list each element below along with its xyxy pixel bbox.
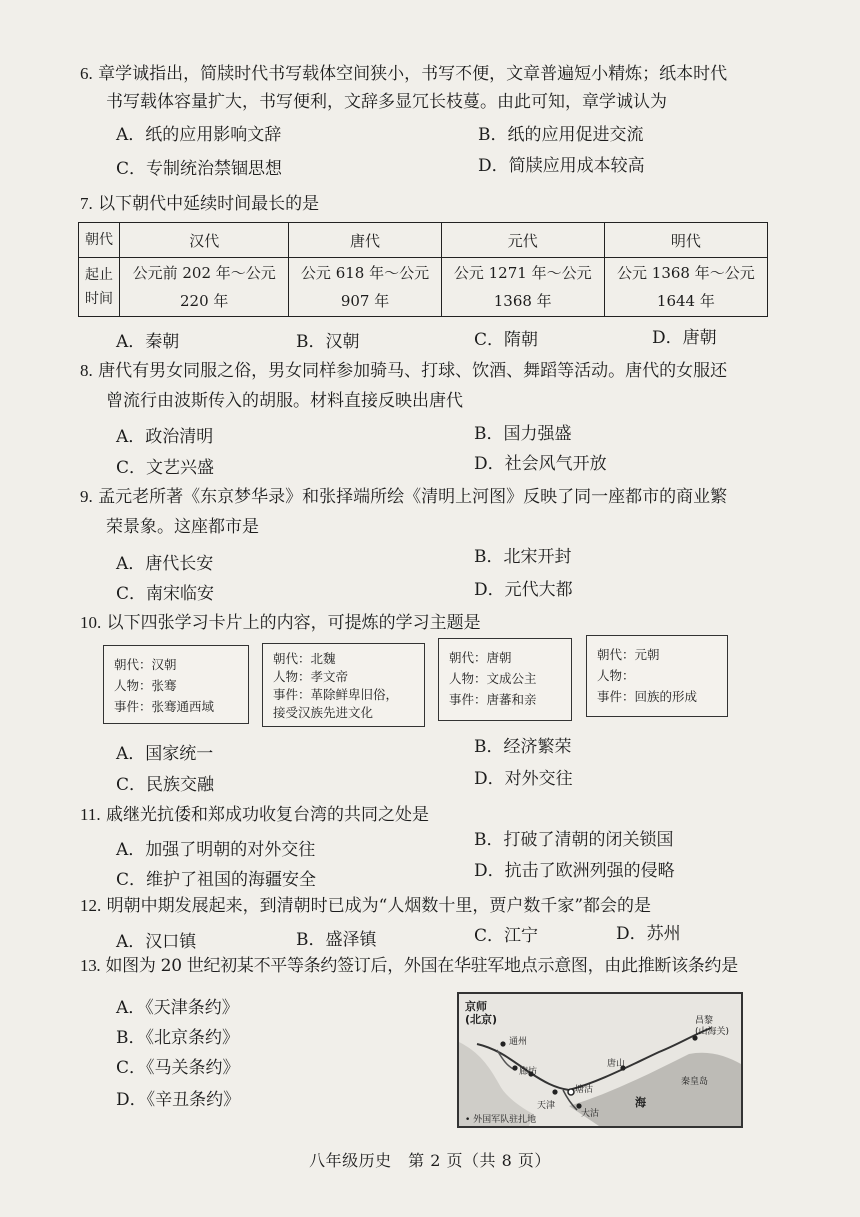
option-c[interactable]: C．民族交融 (116, 775, 215, 795)
option-b[interactable]: B．汉朝 (296, 332, 360, 352)
question-9-line2: 荣景象。这座都市是 (106, 517, 259, 537)
page-footer: 八年级历史 第 2 页（共 8 页） (309, 1151, 551, 1170)
map-label: 塘沽 (575, 1085, 594, 1095)
question-text: 以下四张学习卡片上的内容，可提炼的学习主题是 (106, 613, 481, 633)
map-label: 天津 (537, 1101, 556, 1111)
option-b[interactable]: B．纸的应用促进交流 (478, 125, 644, 145)
option-d[interactable]: D．元代大都 (474, 580, 573, 600)
option-d[interactable]: D．对外交往 (474, 769, 573, 789)
question-number: 11. (80, 805, 101, 824)
option-c[interactable]: C．维护了祖国的海疆安全 (116, 870, 317, 890)
map-label: 唐山 (607, 1059, 626, 1069)
table-cell: 公元 1271 年～公元 1368 年 (441, 258, 604, 317)
map-label: 海 (635, 1096, 646, 1109)
option-a[interactable]: A．汉口镇 (116, 932, 197, 952)
question-text: 以下朝代中延续时间最长的是 (98, 194, 320, 214)
option-a[interactable]: A．《天津条约》 (116, 998, 239, 1018)
option-c[interactable]: C．专制统治禁锢思想 (116, 159, 283, 179)
option-a[interactable]: A．纸的应用影响文辞 (116, 125, 282, 145)
question-text: 明朝中期发展起来，到清朝时已成为“人烟数十里，贾户数千家”都会的是 (106, 896, 652, 916)
question-text: 章学诚指出，简牍时代书写载体空间狭小，书写不便，文章普遍短小精炼；纸本时代 (98, 64, 728, 84)
map-label-capital: 京师 (北京) (465, 1000, 498, 1026)
garrison-marker (512, 1065, 517, 1070)
question-number: 9. (80, 487, 93, 506)
question-7 (80, 190, 319, 218)
question-text: 孟元老所著《东京梦华录》和张择端所绘《清明上河图》反映了同一座都市的商业繁 (98, 487, 728, 507)
garrison-marker (568, 1089, 574, 1095)
question-6-line2: 书写载体容量扩大，书写便利，文辞多显冗长枝蔓。由此可知，章学诚认为 (106, 92, 667, 112)
option-b[interactable]: B．打破了清朝的闭关锁国 (474, 830, 674, 850)
question-8-line2: 曾流行由波斯传入的胡服。材料直接反映出唐代 (106, 391, 463, 411)
question-10 (80, 609, 481, 637)
option-c[interactable]: C．《马关条约》 (116, 1058, 240, 1078)
question-text: 戚继光抗倭和郑成功收复台湾的共同之处是 (106, 805, 430, 825)
study-card: 朝代：元朝 人物： 事件：回族的形成 (586, 635, 728, 717)
option-b[interactable]: B．盛泽镇 (296, 930, 377, 950)
table-cell: 公元前 202 年～公元 220 年 (120, 258, 289, 317)
option-b[interactable]: B．国力强盛 (474, 424, 572, 444)
option-d[interactable]: D．简牍应用成本较高 (478, 156, 645, 176)
troop-map-graphic (459, 994, 741, 1126)
study-card: 朝代：唐朝 人物：文成公主 事件：唐蕃和亲 (438, 638, 572, 721)
table-cell: 唐代 (289, 223, 441, 258)
option-d[interactable]: D．唐朝 (652, 328, 717, 348)
option-c[interactable]: C．南宋临安 (116, 584, 215, 604)
option-d[interactable]: D．社会风气开放 (474, 454, 607, 474)
table-cell: 元代 (441, 223, 604, 258)
question-12 (80, 892, 651, 920)
question-number: 7. (80, 194, 93, 213)
map-legend: • 外国军队驻扎地 (465, 1115, 537, 1125)
table-cell: 公元 1368 年～公元 1644 年 (604, 258, 767, 317)
question-number: 13. (80, 956, 101, 975)
question-13 (80, 952, 738, 980)
table-header-dynasty: 朝代 (79, 223, 120, 258)
map-label: 大沽 (581, 1109, 600, 1119)
option-a[interactable]: A．政治清明 (116, 427, 214, 447)
garrison-marker (500, 1041, 505, 1046)
question-11 (80, 801, 429, 829)
study-card: 朝代：北魏 人物：孝文帝 事件：革除鲜卑旧俗， 接受汉族先进文化 (262, 643, 425, 727)
table-header-period: 起止 时间 (79, 258, 120, 317)
garrison-marker (552, 1089, 557, 1094)
dynasty-table (78, 222, 768, 317)
option-c[interactable]: C．江宁 (474, 926, 539, 946)
table-cell: 公元 618 年～公元 907 年 (289, 258, 441, 317)
study-card: 朝代：汉朝 人物：张骞 事件：张骞通西域 (103, 645, 249, 724)
map-label-shanhaiguan: 昌黎 (山海关) (695, 1016, 730, 1037)
question-6 (80, 60, 727, 88)
table-cell: 明代 (604, 223, 767, 258)
option-b[interactable]: B．经济繁荣 (474, 737, 572, 757)
option-d[interactable]: D．抗击了欧洲列强的侵略 (474, 861, 675, 881)
question-number: 12. (80, 896, 102, 915)
question-8 (80, 357, 727, 385)
question-number: 10. (80, 613, 102, 632)
option-a[interactable]: A．唐代长安 (116, 554, 214, 574)
question-text: 唐代有男女同服之俗，男女同样参加骑马、打球、饮酒、舞蹈等活动。唐代的女服还 (98, 361, 728, 381)
option-b[interactable]: B．北宋开封 (474, 547, 572, 567)
option-a[interactable]: A．秦朝 (116, 332, 180, 352)
troop-map (457, 992, 743, 1128)
map-label: 通州 (509, 1037, 528, 1047)
option-c[interactable]: C．文艺兴盛 (116, 458, 215, 478)
map-label: 秦皇岛 (681, 1077, 709, 1087)
option-d[interactable]: D．《辛丑条约》 (116, 1090, 241, 1110)
option-a[interactable]: A．国家统一 (116, 744, 214, 764)
question-number: 8. (80, 361, 93, 380)
question-9 (80, 483, 727, 511)
option-b[interactable]: B．《北京条约》 (116, 1028, 239, 1048)
question-text: 如图为 20 世纪初某不平等条约签订后，外国在华驻军地点示意图，由此推断该条约是 (105, 956, 738, 976)
option-c[interactable]: C．隋朝 (474, 330, 539, 350)
question-number: 6. (80, 64, 93, 83)
map-label: 廊坊 (519, 1067, 538, 1077)
option-a[interactable]: A．加强了明朝的对外交往 (116, 840, 316, 860)
table-cell: 汉代 (120, 223, 289, 258)
option-d[interactable]: D．苏州 (616, 924, 681, 944)
